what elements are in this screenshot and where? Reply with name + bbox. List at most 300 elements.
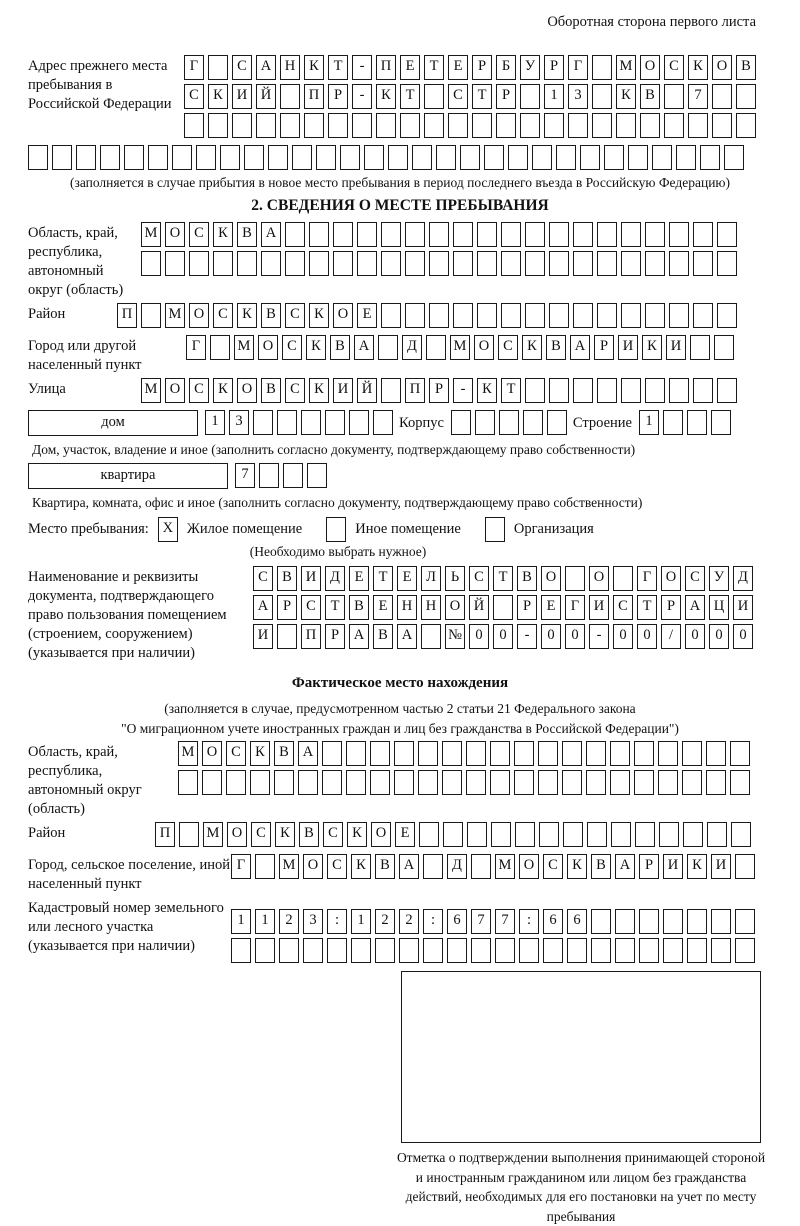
apartment-number-row[interactable] bbox=[235, 463, 331, 489]
char-cell bbox=[514, 770, 534, 795]
char-cell bbox=[232, 113, 252, 138]
char-cell bbox=[568, 113, 588, 138]
stay-type-note: (Необходимо выбрать нужное) bbox=[249, 544, 427, 559]
prev-address-row-2[interactable] bbox=[184, 84, 760, 110]
char-cell bbox=[621, 303, 641, 328]
char-cell: М bbox=[279, 854, 299, 879]
char-cell bbox=[544, 113, 564, 138]
stroenie-row[interactable] bbox=[639, 410, 735, 436]
char-cell: 6 bbox=[543, 909, 563, 934]
char-cell: О bbox=[258, 335, 278, 360]
char-cell: А bbox=[256, 55, 276, 80]
char-cell bbox=[634, 770, 654, 795]
char-cell bbox=[301, 410, 321, 435]
char-cell: О bbox=[371, 822, 391, 847]
district-row[interactable] bbox=[117, 303, 741, 329]
char-cell bbox=[714, 335, 734, 360]
char-cell: С bbox=[498, 335, 518, 360]
char-cell bbox=[693, 222, 713, 247]
char-cell bbox=[172, 145, 192, 170]
char-cell bbox=[226, 770, 246, 795]
char-cell bbox=[178, 770, 198, 795]
cadastral-row-2[interactable] bbox=[231, 938, 759, 964]
char-cell: Е bbox=[395, 822, 415, 847]
char-cell: Е bbox=[373, 595, 393, 620]
char-cell: С bbox=[613, 595, 633, 620]
char-cell bbox=[597, 222, 617, 247]
stay-type-option-residential: Жилое помещение bbox=[186, 521, 303, 537]
char-cell: О bbox=[519, 854, 539, 879]
char-cell bbox=[493, 595, 513, 620]
char-cell: У bbox=[520, 55, 540, 80]
char-cell bbox=[292, 145, 312, 170]
char-cell: Г bbox=[565, 595, 585, 620]
actual-region-row-2[interactable] bbox=[178, 770, 754, 796]
char-cell bbox=[255, 938, 275, 963]
char-cell: О bbox=[189, 303, 209, 328]
char-cell: К bbox=[616, 84, 636, 109]
char-cell bbox=[664, 84, 684, 109]
actual-region-field bbox=[28, 741, 772, 819]
char-cell bbox=[405, 251, 425, 276]
char-cell bbox=[405, 303, 425, 328]
char-cell: В bbox=[591, 854, 611, 879]
char-cell bbox=[611, 822, 631, 847]
document-row-2[interactable] bbox=[253, 595, 757, 621]
section2-title: 2. СВЕДЕНИЯ О МЕСТЕ ПРЕБЫВАНИЯ bbox=[251, 197, 549, 214]
char-cell: В bbox=[640, 84, 660, 109]
char-cell bbox=[370, 741, 390, 766]
char-cell bbox=[693, 378, 713, 403]
char-cell bbox=[621, 378, 641, 403]
cadastral-grid bbox=[231, 897, 759, 967]
char-cell bbox=[309, 222, 329, 247]
char-cell: С bbox=[184, 84, 204, 109]
char-cell: М bbox=[495, 854, 515, 879]
char-cell: А bbox=[354, 335, 374, 360]
stay-type-checkbox-other[interactable] bbox=[326, 517, 346, 542]
char-cell bbox=[213, 251, 233, 276]
char-cell bbox=[515, 822, 535, 847]
char-cell bbox=[477, 303, 497, 328]
char-cell bbox=[658, 741, 678, 766]
char-cell: С bbox=[664, 55, 684, 80]
char-cell bbox=[580, 145, 600, 170]
char-cell bbox=[610, 770, 630, 795]
char-cell: Р bbox=[661, 595, 681, 620]
char-cell: К bbox=[213, 222, 233, 247]
char-cell: Т bbox=[501, 378, 521, 403]
char-cell bbox=[676, 145, 696, 170]
char-cell bbox=[165, 251, 185, 276]
char-cell: Д bbox=[402, 335, 422, 360]
char-cell: П bbox=[304, 84, 324, 109]
actual-region-row-1[interactable] bbox=[178, 741, 754, 767]
char-cell bbox=[645, 378, 665, 403]
char-cell: М bbox=[141, 222, 161, 247]
city-row[interactable] bbox=[186, 335, 738, 361]
document-row-3[interactable] bbox=[253, 624, 757, 650]
char-cell: В bbox=[375, 854, 395, 879]
char-cell bbox=[597, 251, 617, 276]
char-cell bbox=[591, 909, 611, 934]
char-cell: 0 bbox=[733, 624, 753, 649]
char-cell: В bbox=[736, 55, 756, 80]
char-cell: Н bbox=[397, 595, 417, 620]
char-cell bbox=[556, 145, 576, 170]
actual-city-row[interactable] bbox=[231, 854, 759, 880]
char-cell bbox=[307, 463, 327, 488]
char-cell bbox=[562, 741, 582, 766]
char-cell bbox=[663, 909, 683, 934]
char-cell bbox=[340, 145, 360, 170]
char-cell bbox=[669, 222, 689, 247]
char-cell: 1 bbox=[544, 84, 564, 109]
char-cell: 7 bbox=[688, 84, 708, 109]
stay-type-option-other: Иное помещение bbox=[355, 521, 461, 537]
prev-address-row-4[interactable] bbox=[28, 145, 772, 171]
char-cell bbox=[357, 222, 377, 247]
char-cell bbox=[280, 113, 300, 138]
char-cell bbox=[453, 303, 473, 328]
char-cell: К bbox=[304, 55, 324, 80]
char-cell: А bbox=[261, 222, 281, 247]
char-cell bbox=[525, 378, 545, 403]
char-cell bbox=[376, 113, 396, 138]
char-cell bbox=[663, 410, 683, 435]
char-cell: 3 bbox=[303, 909, 323, 934]
char-cell: 0 bbox=[565, 624, 585, 649]
char-cell bbox=[735, 854, 755, 879]
region-row-2[interactable] bbox=[141, 251, 741, 277]
char-cell bbox=[687, 909, 707, 934]
actual-region-label: Область, край, республика, автономный округ (область) bbox=[28, 744, 142, 817]
char-cell bbox=[208, 113, 228, 138]
char-cell bbox=[381, 251, 401, 276]
char-cell bbox=[688, 113, 708, 138]
char-cell bbox=[519, 938, 539, 963]
document-row-1[interactable] bbox=[253, 566, 757, 592]
char-cell bbox=[423, 938, 443, 963]
char-cell bbox=[28, 145, 48, 170]
korpus-row[interactable] bbox=[451, 410, 571, 436]
char-cell: Г bbox=[186, 335, 206, 360]
char-cell: Н bbox=[280, 55, 300, 80]
char-cell bbox=[562, 770, 582, 795]
stay-type-checkbox-organization[interactable] bbox=[485, 517, 505, 542]
char-cell: Т bbox=[637, 595, 657, 620]
char-cell bbox=[610, 741, 630, 766]
char-cell bbox=[484, 145, 504, 170]
char-cell: : bbox=[519, 909, 539, 934]
cadastral-row-1[interactable] bbox=[231, 909, 759, 935]
char-cell: 3 bbox=[229, 410, 249, 435]
char-cell bbox=[424, 84, 444, 109]
cadastral-label: Кадастровый номер земельного или лесного участка (указывается при наличии) bbox=[28, 900, 224, 954]
char-cell: Й bbox=[256, 84, 276, 109]
char-cell bbox=[645, 303, 665, 328]
char-cell bbox=[717, 378, 737, 403]
char-cell bbox=[412, 145, 432, 170]
char-cell bbox=[639, 909, 659, 934]
prev-address-row-3[interactable] bbox=[184, 113, 760, 139]
char-cell: К bbox=[250, 741, 270, 766]
char-cell bbox=[352, 113, 372, 138]
char-cell bbox=[418, 770, 438, 795]
char-cell: Р bbox=[517, 595, 537, 620]
street-label: Улица bbox=[28, 381, 66, 397]
char-cell: А bbox=[298, 741, 318, 766]
char-cell: - bbox=[589, 624, 609, 649]
char-cell bbox=[76, 145, 96, 170]
char-cell: С bbox=[232, 55, 252, 80]
char-cell bbox=[285, 251, 305, 276]
char-cell bbox=[451, 410, 471, 435]
char-cell: Р bbox=[639, 854, 659, 879]
char-cell bbox=[563, 822, 583, 847]
char-cell bbox=[604, 145, 624, 170]
actual-city-field bbox=[28, 854, 772, 894]
prev-address-grid bbox=[184, 55, 760, 142]
char-cell: - bbox=[453, 378, 473, 403]
char-cell bbox=[333, 222, 353, 247]
char-cell bbox=[333, 251, 353, 276]
char-cell: 1 bbox=[351, 909, 371, 934]
char-cell: М bbox=[141, 378, 161, 403]
char-cell bbox=[687, 938, 707, 963]
char-cell bbox=[712, 84, 732, 109]
char-cell bbox=[615, 938, 635, 963]
char-cell bbox=[597, 303, 617, 328]
char-cell: 6 bbox=[567, 909, 587, 934]
char-cell: 2 bbox=[399, 909, 419, 934]
char-cell: С bbox=[285, 303, 305, 328]
stay-type-checkbox-residential[interactable]: X bbox=[158, 517, 178, 542]
char-cell: В bbox=[546, 335, 566, 360]
char-cell: К bbox=[306, 335, 326, 360]
char-cell bbox=[423, 854, 443, 879]
char-cell bbox=[460, 145, 480, 170]
char-cell: О bbox=[541, 566, 561, 591]
char-cell: Д bbox=[447, 854, 467, 879]
char-cell bbox=[652, 145, 672, 170]
char-cell bbox=[520, 84, 540, 109]
char-cell: К bbox=[477, 378, 497, 403]
char-cell: - bbox=[517, 624, 537, 649]
char-cell: 7 bbox=[471, 909, 491, 934]
char-cell: Г bbox=[637, 566, 657, 591]
char-cell: В bbox=[277, 566, 297, 591]
char-cell: С bbox=[448, 84, 468, 109]
char-cell: П bbox=[376, 55, 396, 80]
char-cell: Е bbox=[397, 566, 417, 591]
char-cell: К bbox=[213, 378, 233, 403]
char-cell bbox=[328, 113, 348, 138]
apartment-field bbox=[28, 463, 772, 492]
char-cell: О bbox=[640, 55, 660, 80]
char-cell bbox=[231, 938, 251, 963]
char-cell: 1 bbox=[231, 909, 251, 934]
char-cell bbox=[731, 822, 751, 847]
actual-district-field bbox=[28, 822, 772, 851]
char-cell: К bbox=[687, 854, 707, 879]
char-cell bbox=[255, 854, 275, 879]
char-cell bbox=[424, 113, 444, 138]
char-cell bbox=[628, 145, 648, 170]
char-cell bbox=[400, 113, 420, 138]
char-cell bbox=[261, 251, 281, 276]
char-cell bbox=[467, 822, 487, 847]
actual-location-notes bbox=[28, 700, 772, 737]
char-cell: 0 bbox=[469, 624, 489, 649]
char-cell bbox=[669, 303, 689, 328]
char-cell: Г bbox=[231, 854, 251, 879]
char-cell bbox=[447, 938, 467, 963]
char-cell bbox=[349, 410, 369, 435]
char-cell bbox=[567, 938, 587, 963]
char-cell bbox=[399, 938, 419, 963]
char-cell: Е bbox=[349, 566, 369, 591]
char-cell bbox=[322, 741, 342, 766]
char-cell: К bbox=[567, 854, 587, 879]
char-cell: И bbox=[232, 84, 252, 109]
char-cell: А bbox=[399, 854, 419, 879]
char-cell bbox=[525, 222, 545, 247]
char-cell bbox=[736, 84, 756, 109]
district-field bbox=[28, 303, 772, 332]
char-cell bbox=[621, 222, 641, 247]
char-cell bbox=[466, 770, 486, 795]
char-cell bbox=[124, 145, 144, 170]
char-cell: С bbox=[685, 566, 705, 591]
char-cell: Р bbox=[594, 335, 614, 360]
char-cell bbox=[346, 741, 366, 766]
char-cell: П bbox=[405, 378, 425, 403]
char-cell bbox=[259, 463, 279, 488]
prev-address-note: (заполняется в случае прибытия в новое место пребывания в период последнего въезда в Российскую Федерацию) bbox=[69, 175, 731, 190]
char-cell: К bbox=[309, 378, 329, 403]
char-cell bbox=[682, 770, 702, 795]
char-cell: С bbox=[213, 303, 233, 328]
char-cell: Д bbox=[325, 566, 345, 591]
char-cell bbox=[707, 822, 727, 847]
char-cell: С bbox=[226, 741, 246, 766]
char-cell: 0 bbox=[637, 624, 657, 649]
char-cell bbox=[375, 938, 395, 963]
city-label: Город или другой населенный пункт bbox=[28, 338, 142, 373]
stamp-area bbox=[395, 971, 767, 1226]
char-cell: С bbox=[189, 222, 209, 247]
char-cell: Т bbox=[472, 84, 492, 109]
char-cell bbox=[491, 822, 511, 847]
street-row[interactable] bbox=[141, 378, 741, 404]
char-cell bbox=[373, 410, 393, 435]
region-label: Область, край, республика, автономный округ (область) bbox=[28, 225, 124, 298]
char-cell bbox=[346, 770, 366, 795]
char-cell bbox=[202, 770, 222, 795]
char-cell bbox=[592, 55, 612, 80]
char-cell bbox=[735, 909, 755, 934]
char-cell: К bbox=[376, 84, 396, 109]
stay-type-field bbox=[28, 517, 772, 542]
char-cell: О bbox=[227, 822, 247, 847]
char-cell bbox=[525, 251, 545, 276]
char-cell bbox=[663, 938, 683, 963]
char-cell bbox=[429, 251, 449, 276]
char-cell: И bbox=[253, 624, 273, 649]
char-cell bbox=[327, 938, 347, 963]
char-cell bbox=[472, 113, 492, 138]
document-grid bbox=[253, 566, 757, 653]
page-side-note: Оборотная сторона первого листа bbox=[547, 14, 756, 30]
char-cell bbox=[717, 222, 737, 247]
char-cell: Р bbox=[277, 595, 297, 620]
char-cell: К bbox=[688, 55, 708, 80]
char-cell: Л bbox=[421, 566, 441, 591]
char-cell bbox=[499, 410, 519, 435]
char-cell bbox=[381, 378, 401, 403]
char-cell bbox=[634, 741, 654, 766]
char-cell: К bbox=[351, 854, 371, 879]
char-cell: О bbox=[333, 303, 353, 328]
house-note: Дом, участок, владение и иное (заполнить согласно документу, подтверждающему право собственности) bbox=[32, 442, 636, 457]
char-cell bbox=[443, 822, 463, 847]
char-cell bbox=[429, 303, 449, 328]
city-field bbox=[28, 335, 772, 375]
char-cell: В bbox=[299, 822, 319, 847]
char-cell: Е bbox=[400, 55, 420, 80]
region-field bbox=[28, 222, 772, 300]
prev-address-row-1[interactable] bbox=[184, 55, 760, 81]
region-row-1[interactable] bbox=[141, 222, 741, 248]
char-cell bbox=[616, 113, 636, 138]
char-cell: Е bbox=[357, 303, 377, 328]
char-cell bbox=[442, 741, 462, 766]
house-number-row[interactable] bbox=[205, 410, 397, 436]
char-cell bbox=[682, 741, 702, 766]
char-cell bbox=[592, 84, 612, 109]
char-cell: 0 bbox=[709, 624, 729, 649]
char-cell: О bbox=[165, 222, 185, 247]
char-cell bbox=[475, 410, 495, 435]
char-cell bbox=[549, 251, 569, 276]
char-cell bbox=[274, 770, 294, 795]
char-cell bbox=[539, 822, 559, 847]
char-cell: П bbox=[301, 624, 321, 649]
char-cell bbox=[421, 624, 441, 649]
char-cell: А bbox=[615, 854, 635, 879]
char-cell: Р bbox=[496, 84, 516, 109]
char-cell: Р bbox=[472, 55, 492, 80]
char-cell: 0 bbox=[685, 624, 705, 649]
char-cell bbox=[730, 741, 750, 766]
char-cell bbox=[184, 113, 204, 138]
char-cell bbox=[735, 938, 755, 963]
actual-district-row[interactable] bbox=[155, 822, 755, 848]
korpus-label: Корпус bbox=[399, 415, 444, 431]
char-cell: - bbox=[352, 84, 372, 109]
char-cell bbox=[429, 222, 449, 247]
char-cell: А bbox=[397, 624, 417, 649]
char-cell bbox=[364, 145, 384, 170]
char-cell bbox=[189, 251, 209, 276]
char-cell: К bbox=[275, 822, 295, 847]
char-cell bbox=[587, 822, 607, 847]
char-cell: К bbox=[347, 822, 367, 847]
char-cell bbox=[591, 938, 611, 963]
char-cell bbox=[477, 251, 497, 276]
char-cell bbox=[394, 741, 414, 766]
